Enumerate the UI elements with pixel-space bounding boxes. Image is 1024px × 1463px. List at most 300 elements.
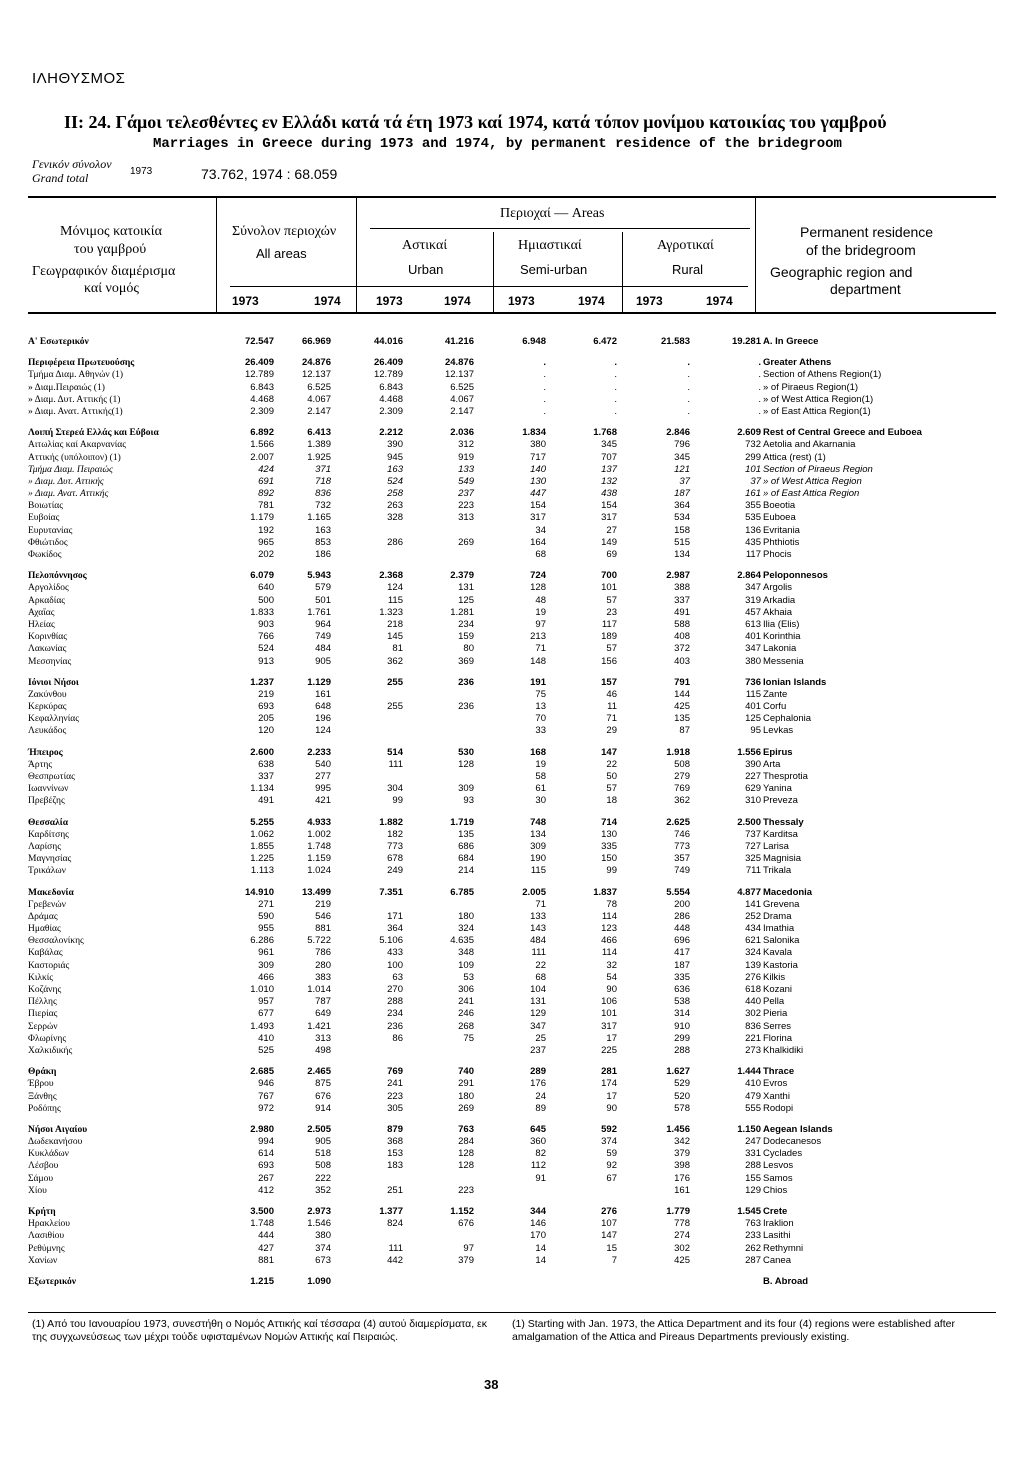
- cell-value: 763: [458, 1123, 474, 1135]
- header-rule-right: [755, 196, 756, 312]
- cell-value: 70: [535, 713, 546, 725]
- cell-value: 6.892: [250, 427, 274, 439]
- cell-value: 68: [535, 549, 546, 560]
- cell-value: 335: [674, 971, 690, 983]
- cell-value: 345: [601, 439, 617, 451]
- cell-value: 69: [606, 549, 617, 560]
- row-name-greek: Λευκάδος: [28, 726, 67, 737]
- cell-value: 234: [387, 1008, 403, 1020]
- cell-value: 1.761: [307, 606, 331, 618]
- table-row: [0, 1173, 1024, 1185]
- grand-total-year: 1973: [130, 166, 153, 177]
- cell-value: 29: [606, 725, 617, 737]
- cell-value: 101: [745, 463, 761, 475]
- cell-value: 237: [530, 1044, 546, 1056]
- cell-value: 310: [745, 795, 761, 807]
- cell-value: 736: [745, 676, 761, 688]
- cell-value: 247: [745, 1136, 761, 1148]
- table-group-row: [0, 1206, 1024, 1218]
- table-group-row: [0, 677, 1024, 689]
- cell-value: 200: [674, 898, 690, 910]
- cell-value: 352: [315, 1184, 331, 1196]
- row-name-english: Lasithi: [763, 1230, 791, 1242]
- table-row: [0, 1185, 1024, 1197]
- cell-value: 425: [674, 701, 690, 713]
- cell-value: 57: [606, 783, 617, 795]
- cell-value: 1.925: [307, 451, 331, 463]
- year-semi-1974: 1974: [578, 294, 605, 308]
- row-name-english: Macedonia: [763, 886, 813, 898]
- cell-value: 309: [530, 840, 546, 852]
- cell-value: 347: [745, 643, 761, 655]
- table-group-row: [0, 427, 1024, 439]
- table-group-row: [0, 336, 1024, 348]
- cell-value: 379: [458, 1254, 474, 1266]
- cell-value: 403: [674, 655, 690, 667]
- cell-value: 905: [315, 1136, 331, 1148]
- cell-value: 286: [387, 536, 403, 548]
- row-name-english: Rest of Central Greece and Euboea: [763, 427, 922, 439]
- row-name-greek: Χαλκιδικής: [28, 1045, 73, 1056]
- cell-value: 347: [745, 582, 761, 594]
- cell-value: 90: [606, 984, 617, 995]
- cell-value: 1.225: [250, 853, 274, 865]
- row-name-english: Attica (rest) (1): [763, 451, 826, 463]
- table-row: [0, 1230, 1024, 1242]
- row-name-greek: Φθιώτιδος: [28, 537, 68, 548]
- header-region-gr: Γεωγραφικόν διαμέρισμα: [32, 264, 176, 279]
- cell-value: 191: [530, 676, 546, 688]
- cell-value: 205: [258, 713, 274, 725]
- cell-value: 2.505: [307, 1123, 331, 1135]
- cell-value: 965: [258, 536, 274, 548]
- row-name-greek: Ηλείας: [28, 619, 55, 630]
- row-name-greek: Περιφέρεια Πρωτευούσης: [28, 358, 135, 369]
- cell-value: 4.877: [737, 886, 761, 898]
- row-name-english: Phthiotis: [763, 536, 800, 548]
- cell-value: 236: [387, 1020, 403, 1032]
- cell-value: 1.768: [593, 427, 617, 439]
- cell-value: 75: [463, 1032, 474, 1044]
- areas-rule: [370, 228, 750, 229]
- table-row: [0, 464, 1024, 476]
- cell-value: 677: [258, 1008, 274, 1020]
- cell-value: 11: [607, 701, 617, 713]
- cell-value: 133: [530, 910, 546, 922]
- cell-value: 100: [387, 959, 403, 971]
- cell-value: 139: [745, 959, 761, 971]
- header-residence-gr: Μόνιμος κατοικία: [60, 224, 162, 239]
- cell-value: 691: [258, 475, 274, 487]
- row-name-english: Iraklion: [763, 1218, 794, 1230]
- grand-total-value: 73.762, 1974 : 68.059: [201, 166, 338, 182]
- table-row: [0, 795, 1024, 807]
- cell-value: 905: [315, 655, 331, 667]
- cell-value: 696: [674, 935, 690, 947]
- cell-value: 168: [530, 746, 546, 758]
- cell-value: 390: [387, 439, 403, 451]
- table-row: [0, 1103, 1024, 1115]
- cell-value: 236: [458, 676, 474, 688]
- cell-value: 1.837: [593, 886, 617, 898]
- table-row: [0, 1160, 1024, 1172]
- cell-value: 12.137: [444, 369, 474, 381]
- cell-value: 161: [674, 1184, 690, 1196]
- cell-value: 288: [387, 996, 403, 1008]
- cell-value: 707: [601, 451, 617, 463]
- cell-value: .: [687, 405, 690, 417]
- header-rural-en: Rural: [672, 262, 704, 277]
- table-group-row: [0, 887, 1024, 899]
- row-name-english: Evros: [763, 1078, 788, 1090]
- table-row: [0, 899, 1024, 911]
- cell-value: 219: [258, 688, 274, 700]
- table-title-greek: ΙΙ: 24. Γάμοι τελεσθέντες εν Ελλάδι κατά τά έτη 1973 καί 1974, κατά τόπον μονίμου κατοικίας του γαμβρού: [64, 112, 887, 132]
- cell-value: 972: [258, 1102, 274, 1114]
- cell-value: 19: [535, 606, 546, 618]
- cell-value: 115: [387, 594, 403, 606]
- cell-value: 93: [463, 795, 474, 807]
- table-row: [0, 935, 1024, 947]
- cell-value: 479: [745, 1090, 761, 1102]
- row-name-greek: Κερκύρας: [28, 702, 67, 713]
- cell-value: 417: [674, 947, 690, 959]
- row-name-english: Magnisia: [763, 853, 802, 865]
- cell-value: 115: [530, 865, 546, 877]
- row-name-english: Euboea: [763, 512, 796, 524]
- table-row: [0, 656, 1024, 668]
- table-row: [0, 476, 1024, 488]
- cell-value: 6.525: [307, 381, 331, 393]
- table-row: [0, 771, 1024, 783]
- row-name-english: Drama: [763, 910, 792, 922]
- row-gap: [0, 1057, 1024, 1066]
- cell-value: 717: [530, 451, 546, 463]
- table-row: [0, 689, 1024, 701]
- cell-value: .: [614, 405, 617, 417]
- row-name-greek: Φωκίδος: [28, 550, 62, 560]
- cell-value: 41.216: [444, 336, 474, 347]
- cell-value: 95: [750, 725, 761, 737]
- cell-value: 33: [535, 725, 546, 737]
- cell-value: 444: [258, 1230, 274, 1242]
- cell-value: 125: [458, 594, 474, 606]
- row-name-greek: Χανίων: [28, 1255, 58, 1266]
- cell-value: 1.179: [250, 512, 274, 524]
- cell-value: 86: [392, 1032, 403, 1044]
- cell-value: 995: [315, 783, 331, 795]
- cell-value: 130: [601, 828, 617, 840]
- cell-value: 368: [387, 1136, 403, 1148]
- cell-value: 276: [745, 971, 761, 983]
- cell-value: 163: [387, 463, 403, 475]
- row-name-english: Kavala: [763, 947, 793, 959]
- cell-value: 1.918: [666, 746, 690, 758]
- row-name-greek: Ξάνθης: [28, 1091, 57, 1102]
- year-urban-1974: 1974: [444, 294, 471, 308]
- cell-value: 836: [315, 488, 331, 500]
- table-row: [0, 1033, 1024, 1045]
- cell-value: 1.014: [307, 984, 331, 995]
- table-row: [0, 406, 1024, 418]
- cell-value: 1.627: [666, 1066, 690, 1078]
- cell-value: 319: [745, 594, 761, 606]
- cell-value: 120: [258, 725, 274, 737]
- cell-value: 732: [745, 439, 761, 451]
- cell-value: 317: [601, 1020, 617, 1032]
- row-name-english: Larisa: [763, 840, 789, 852]
- cell-value: 71: [606, 713, 617, 725]
- cell-value: 590: [258, 910, 274, 922]
- cell-value: 24: [535, 1090, 546, 1102]
- row-name-english: Boeotia: [763, 500, 796, 512]
- table-row: [0, 525, 1024, 537]
- cell-value: 4.067: [307, 393, 331, 405]
- cell-value: 187: [674, 488, 690, 500]
- header-bridegroom-gr: του γαμβρού: [74, 242, 147, 257]
- cell-value: 964: [315, 618, 331, 630]
- table-row: [0, 382, 1024, 394]
- cell-value: 421: [315, 795, 331, 807]
- cell-value: 700: [601, 570, 617, 582]
- table-row: [0, 923, 1024, 935]
- row-name-english: Thessaly: [763, 816, 804, 828]
- cell-value: 1.134: [250, 783, 274, 795]
- cell-value: 6.079: [250, 570, 274, 582]
- row-name-english: Peloponnesos: [763, 570, 828, 582]
- cell-value: 134: [530, 828, 546, 840]
- cell-value: 144: [674, 688, 690, 700]
- row-name-greek: Ήπειρος: [28, 747, 63, 758]
- table-row: [0, 783, 1024, 795]
- page-number: 38: [484, 1377, 499, 1392]
- cell-value: 325: [745, 853, 761, 865]
- cell-value: 23: [606, 606, 617, 618]
- cell-value: 434: [745, 923, 761, 935]
- table-row: [0, 512, 1024, 524]
- cell-value: 27: [606, 524, 617, 536]
- row-name-english: Arta: [763, 758, 781, 770]
- cell-value: 466: [601, 935, 617, 947]
- row-gap: [0, 1267, 1024, 1276]
- cell-value: 6.843: [379, 381, 403, 393]
- cell-value: 190: [530, 853, 546, 865]
- cell-value: 135: [458, 828, 474, 840]
- cell-value: 2.036: [450, 427, 474, 439]
- cell-value: 196: [315, 713, 331, 725]
- cell-value: 538: [674, 996, 690, 1008]
- row-name-greek: Καστοριάς: [28, 960, 70, 971]
- row-name-english: Xanthi: [763, 1090, 790, 1102]
- row-gap: [0, 348, 1024, 357]
- cell-value: 14: [535, 1254, 546, 1266]
- cell-value: 2.368: [379, 570, 403, 582]
- cell-value: 592: [601, 1123, 617, 1135]
- cell-value: 159: [458, 631, 474, 643]
- cell-value: 676: [315, 1090, 331, 1102]
- cell-value: 746: [674, 828, 690, 840]
- row-name-greek: Γρεβενών: [28, 899, 66, 910]
- cell-value: 15: [606, 1242, 617, 1254]
- cell-value: 90: [606, 1102, 617, 1114]
- cell-value: .: [687, 381, 690, 393]
- cell-value: .: [543, 357, 546, 369]
- row-name-english: A. In Greece: [763, 336, 819, 347]
- cell-value: .: [614, 381, 617, 393]
- cell-value: 769: [387, 1066, 403, 1078]
- cell-value: 362: [387, 655, 403, 667]
- cell-value: 258: [387, 488, 403, 500]
- cell-value: 129: [745, 1184, 761, 1196]
- cell-value: 410: [745, 1078, 761, 1090]
- cell-value: 457: [745, 606, 761, 618]
- table-row: [0, 1218, 1024, 1230]
- cell-value: 1.024: [307, 865, 331, 877]
- cell-value: 241: [387, 1078, 403, 1090]
- cell-value: 1.719: [450, 816, 474, 828]
- cell-value: 249: [387, 865, 403, 877]
- cell-value: 149: [601, 536, 617, 548]
- cell-value: 1.377: [379, 1206, 403, 1217]
- cell-value: 131: [458, 582, 474, 594]
- cell-value: 234: [458, 618, 474, 630]
- cell-value: 424: [258, 463, 274, 475]
- cell-value: 1.556: [737, 746, 761, 758]
- row-gap: [0, 1115, 1024, 1124]
- cell-value: 154: [601, 500, 617, 512]
- cell-value: 875: [315, 1078, 331, 1090]
- cell-value: .: [614, 393, 617, 405]
- cell-value: 17: [606, 1090, 617, 1102]
- cell-value: 171: [387, 910, 403, 922]
- cell-value: 484: [530, 935, 546, 947]
- table-row: [0, 701, 1024, 713]
- cell-value: 37: [750, 475, 761, 487]
- cell-value: 2.465: [307, 1066, 331, 1078]
- cell-value: 192: [258, 524, 274, 536]
- header-rule-semi: [622, 232, 623, 312]
- cell-value: 37: [679, 475, 690, 487]
- row-name-english: Kastoria: [763, 959, 798, 971]
- cell-value: 355: [745, 500, 761, 512]
- cell-value: 251: [387, 1184, 403, 1196]
- row-name-english: Khalkidiki: [763, 1044, 804, 1056]
- row-name-greek: Έβρου: [28, 1079, 54, 1090]
- cell-value: 63: [392, 971, 403, 983]
- cell-value: 466: [258, 971, 274, 983]
- table-title-english: Marriages in Greece during 1973 and 1974, by permanent residence of the bridegroom: [153, 136, 842, 152]
- cell-value: 4.468: [250, 393, 274, 405]
- cell-value: 54: [606, 971, 617, 983]
- cell-value: 288: [745, 1160, 761, 1172]
- header-total-gr: Σύνολον περιοχών: [232, 224, 337, 239]
- row-name-greek: Πιερίας: [28, 1009, 58, 1020]
- table-row: [0, 829, 1024, 841]
- row-name-english: Pella: [763, 996, 785, 1008]
- cell-value: 337: [674, 594, 690, 606]
- cell-value: 1.779: [666, 1206, 690, 1217]
- cell-value: 1.159: [307, 853, 331, 865]
- cell-value: 91: [535, 1172, 546, 1184]
- row-name-english: Crete: [763, 1206, 788, 1217]
- year-total-1973: 1973: [232, 294, 259, 308]
- cell-value: 724: [530, 570, 546, 582]
- cell-value: 78: [606, 898, 617, 910]
- cell-value: 153: [387, 1148, 403, 1160]
- cell-value: 75: [535, 688, 546, 700]
- cell-value: 121: [674, 463, 690, 475]
- table-row: [0, 713, 1024, 725]
- cell-value: 12.137: [301, 369, 331, 381]
- cell-value: 484: [315, 643, 331, 655]
- row-name-english: » of Piraeus Region(1): [763, 381, 859, 393]
- row-name-greek: Μαγνησίας: [28, 854, 72, 865]
- header-urban-gr: Αστικαί: [402, 238, 448, 253]
- cell-value: 491: [674, 606, 690, 618]
- row-name-english: Kilkis: [763, 971, 786, 983]
- row-name-english: Corfu: [763, 701, 787, 713]
- row-name-greek: Θεσπρωτίας: [28, 772, 75, 782]
- cell-value: 111: [388, 1242, 403, 1254]
- cell-value: 447: [530, 488, 546, 500]
- cell-value: 6.785: [450, 886, 474, 898]
- footnote-english: (1) Starting with Jan. 1973, the Attica Department and its four (4) regions were established after amalgamation of the Attica and Pireaus Departments previously existing.: [512, 1318, 955, 1343]
- cell-value: 525: [258, 1044, 274, 1056]
- table-row: [0, 1148, 1024, 1160]
- cell-value: 686: [458, 840, 474, 852]
- cell-value: 380: [315, 1230, 331, 1242]
- row-name-english: Zante: [763, 688, 788, 700]
- cell-value: 427: [258, 1242, 274, 1254]
- cell-value: 155: [745, 1172, 761, 1184]
- header-urban-en: Urban: [408, 262, 444, 277]
- row-name-greek: Σάμου: [28, 1173, 54, 1184]
- row-name-english: Argolis: [763, 582, 793, 594]
- cell-value: 1.062: [250, 828, 274, 840]
- cell-value: 89: [535, 1102, 546, 1114]
- cell-value: 241: [458, 996, 474, 1008]
- cell-value: 222: [315, 1172, 331, 1184]
- cell-value: 18: [606, 795, 617, 807]
- cell-value: 4.635: [450, 935, 474, 947]
- cell-value: 2.147: [450, 405, 474, 417]
- cell-value: 328: [387, 512, 403, 524]
- cell-value: 946: [258, 1078, 274, 1090]
- cell-value: 673: [315, 1254, 331, 1266]
- cell-value: 305: [387, 1102, 403, 1114]
- cell-value: 693: [258, 1160, 274, 1172]
- row-name-greek: Κυκλάδων: [28, 1149, 69, 1160]
- cell-value: 269: [458, 1102, 474, 1114]
- cell-value: 115: [745, 688, 761, 700]
- cell-value: 237: [458, 488, 474, 500]
- table-body: [0, 336, 1024, 1288]
- row-name-english: Messenia: [763, 655, 804, 667]
- cell-value: .: [687, 357, 690, 369]
- cell-value: 766: [258, 631, 274, 643]
- cell-value: 1.834: [522, 427, 546, 439]
- cell-value: 236: [458, 701, 474, 713]
- cell-value: 187: [674, 959, 690, 971]
- cell-value: 6.948: [522, 336, 546, 347]
- cell-value: 176: [674, 1172, 690, 1184]
- cell-value: 26.409: [244, 357, 274, 369]
- table-row: [0, 865, 1024, 877]
- header-region-en: Geographic region and: [770, 264, 913, 280]
- cell-value: 107: [601, 1218, 617, 1230]
- table-group-row: [0, 1066, 1024, 1078]
- cell-value: 824: [387, 1218, 403, 1230]
